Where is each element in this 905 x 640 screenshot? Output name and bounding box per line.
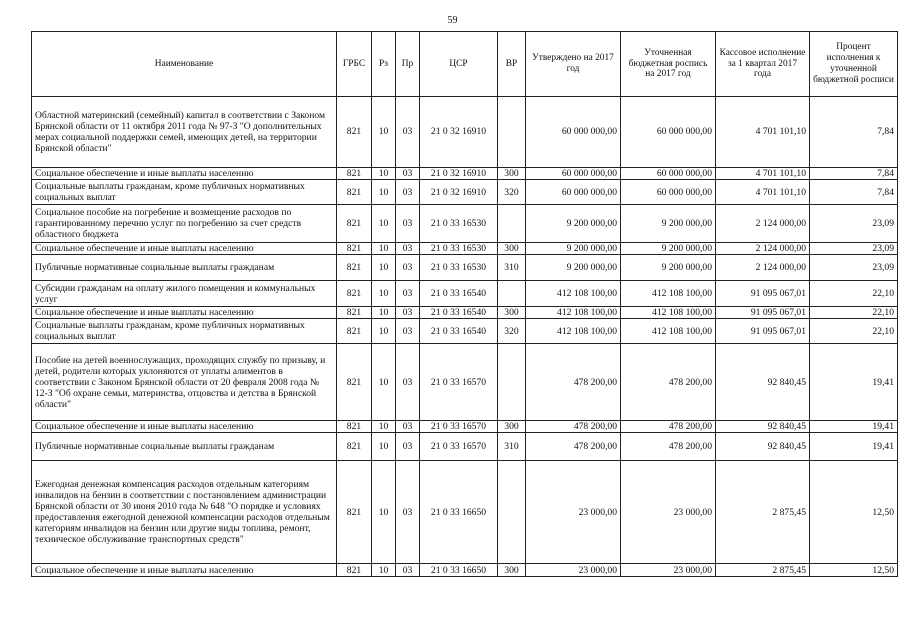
cell-approved: 60 000 000,00 [526, 180, 621, 205]
cell-pr: 03 [396, 319, 420, 344]
cell-grbs: 821 [337, 319, 372, 344]
cell-pr: 03 [396, 344, 420, 421]
cell-pr: 03 [396, 433, 420, 461]
cell-cash: 92 840,45 [716, 344, 810, 421]
cell-refined: 478 200,00 [621, 344, 716, 421]
cell-csr: 21 0 33 16540 [420, 307, 498, 319]
cell-percent: 23,09 [810, 243, 898, 255]
cell-refined: 9 200 000,00 [621, 205, 716, 243]
table-row [32, 433, 898, 461]
table-row [32, 344, 898, 421]
cell-percent: 19,41 [810, 421, 898, 433]
cell-name: Социальные выплаты гражданам, кроме публичных нормативных социальных выплат [32, 319, 337, 344]
cell-refined: 412 108 100,00 [621, 307, 716, 319]
cell-cash: 2 124 000,00 [716, 205, 810, 243]
table-row [32, 421, 898, 433]
cell-refined: 60 000 000,00 [621, 97, 716, 168]
cell-name: Социальные выплаты гражданам, кроме публичных нормативных социальных выплат [32, 180, 337, 205]
cell-refined: 478 200,00 [621, 421, 716, 433]
cell-percent: 12,50 [810, 564, 898, 577]
cell-name: Публичные нормативные социальные выплаты гражданам [32, 255, 337, 281]
cell-grbs: 821 [337, 344, 372, 421]
cell-pr: 03 [396, 281, 420, 307]
cell-refined: 9 200 000,00 [621, 243, 716, 255]
table-row [32, 461, 898, 564]
cell-csr: 21 0 33 16540 [420, 319, 498, 344]
cell-rz: 10 [372, 433, 396, 461]
cell-vr [498, 97, 526, 168]
table-row [32, 243, 898, 255]
table-row [32, 168, 898, 180]
page-number: 59 [447, 15, 458, 26]
cell-pr: 03 [396, 421, 420, 433]
cell-grbs: 821 [337, 205, 372, 243]
cell-cash: 4 701 101,10 [716, 168, 810, 180]
cell-vr [498, 281, 526, 307]
cell-percent: 22,10 [810, 307, 898, 319]
cell-csr: 21 0 33 16570 [420, 344, 498, 421]
cell-vr: 310 [498, 433, 526, 461]
header-approved: Утверждено на 2017 год [526, 32, 621, 97]
cell-vr: 310 [498, 255, 526, 281]
cell-grbs: 821 [337, 180, 372, 205]
cell-approved: 9 200 000,00 [526, 205, 621, 243]
cell-vr: 300 [498, 421, 526, 433]
cell-pr: 03 [396, 255, 420, 281]
table-row [32, 307, 898, 319]
cell-cash: 2 124 000,00 [716, 255, 810, 281]
cell-approved: 23 000,00 [526, 461, 621, 564]
cell-cash: 91 095 067,01 [716, 319, 810, 344]
cell-vr: 320 [498, 319, 526, 344]
cell-rz: 10 [372, 421, 396, 433]
cell-rz: 10 [372, 461, 396, 564]
cell-grbs: 821 [337, 433, 372, 461]
cell-vr [498, 461, 526, 564]
cell-rz: 10 [372, 180, 396, 205]
cell-percent: 7,84 [810, 180, 898, 205]
cell-csr: 21 0 33 16530 [420, 243, 498, 255]
table-row [32, 97, 898, 168]
cell-rz: 10 [372, 319, 396, 344]
cell-rz: 10 [372, 307, 396, 319]
cell-csr: 21 0 33 16540 [420, 281, 498, 307]
cell-percent: 22,10 [810, 319, 898, 344]
cell-rz: 10 [372, 564, 396, 577]
cell-refined: 478 200,00 [621, 433, 716, 461]
cell-name: Субсидии гражданам на оплату жилого помещения и коммунальных услуг [32, 281, 337, 307]
cell-rz: 10 [372, 281, 396, 307]
header-cash: Кассовое исполнение за 1 квартал 2017 года [716, 32, 810, 97]
cell-csr: 21 0 33 16530 [420, 255, 498, 281]
header-name: Наименование [32, 32, 337, 97]
cell-approved: 478 200,00 [526, 344, 621, 421]
header-row [32, 32, 898, 97]
cell-rz: 10 [372, 168, 396, 180]
cell-rz: 10 [372, 205, 396, 243]
cell-grbs: 821 [337, 281, 372, 307]
cell-name: Социальное обеспечение и иные выплаты населению [32, 307, 337, 319]
cell-vr [498, 205, 526, 243]
cell-grbs: 821 [337, 564, 372, 577]
cell-vr [498, 344, 526, 421]
cell-approved: 478 200,00 [526, 433, 621, 461]
cell-pr: 03 [396, 461, 420, 564]
cell-refined: 412 108 100,00 [621, 319, 716, 344]
header-rz: Рз [372, 32, 396, 97]
cell-vr: 300 [498, 307, 526, 319]
cell-percent: 19,41 [810, 344, 898, 421]
cell-pr: 03 [396, 97, 420, 168]
cell-grbs: 821 [337, 168, 372, 180]
table-row [32, 205, 898, 243]
cell-name: Областной материнский (семейный) капитал в соответствии с Законом Брянской области от 11 октября 2011 года № 97-З "О дополнительных мерах социальной поддержки семей, имеющих детей, на территории Брянской области" [32, 97, 337, 168]
cell-approved: 412 108 100,00 [526, 281, 621, 307]
cell-csr: 21 0 32 16910 [420, 97, 498, 168]
header-pr: Пр [396, 32, 420, 97]
cell-csr: 21 0 32 16910 [420, 168, 498, 180]
cell-refined: 60 000 000,00 [621, 180, 716, 205]
header-refined: Уточненная бюджетная роспись на 2017 год [621, 32, 716, 97]
cell-vr: 300 [498, 168, 526, 180]
cell-grbs: 821 [337, 421, 372, 433]
cell-cash: 91 095 067,01 [716, 281, 810, 307]
cell-cash: 2 875,45 [716, 461, 810, 564]
table-row [32, 319, 898, 344]
cell-refined: 23 000,00 [621, 564, 716, 577]
cell-percent: 19,41 [810, 433, 898, 461]
cell-grbs: 821 [337, 461, 372, 564]
cell-csr: 21 0 33 16530 [420, 205, 498, 243]
header-percent: Процент исполнения к уточненной бюджетной росписи [810, 32, 898, 97]
cell-name: Социальное обеспечение и иные выплаты населению [32, 168, 337, 180]
cell-cash: 4 701 101,10 [716, 180, 810, 205]
cell-refined: 9 200 000,00 [621, 255, 716, 281]
cell-percent: 12,50 [810, 461, 898, 564]
cell-vr: 320 [498, 180, 526, 205]
cell-cash: 91 095 067,01 [716, 307, 810, 319]
cell-name: Социальное обеспечение и иные выплаты населению [32, 243, 337, 255]
cell-percent: 22,10 [810, 281, 898, 307]
cell-cash: 92 840,45 [716, 421, 810, 433]
cell-pr: 03 [396, 168, 420, 180]
cell-rz: 10 [372, 97, 396, 168]
cell-rz: 10 [372, 243, 396, 255]
table-row [32, 255, 898, 281]
cell-name: Социальное обеспечение и иные выплаты населению [32, 564, 337, 577]
cell-name: Ежегодная денежная компенсация расходов отдельным категориям инвалидов на бензин в соответствии с постановлением администрации Брянской области от 30 июня 2010 года № 648 "О порядке и условиях предоставления ежегодной денежной компенсации расходов отдельным категориям инвалидов на бензин или другие виды топлива, ремонт, техническое обслуживание транспортных средств" [32, 461, 337, 564]
cell-percent: 7,84 [810, 97, 898, 168]
cell-pr: 03 [396, 243, 420, 255]
cell-cash: 2 875,45 [716, 564, 810, 577]
cell-name: Пособие на детей военнослужащих, проходящих службу по призыву, и детей, родители которых уклоняются от уплаты алиментов в соответствии с Законом Брянской области от 20 февраля 2008 года № 12-З "Об охране семьи, материнства, отцовства и детства в Брянской области" [32, 344, 337, 421]
header-grbs: ГРБС [337, 32, 372, 97]
cell-approved: 412 108 100,00 [526, 319, 621, 344]
cell-percent: 7,84 [810, 168, 898, 180]
cell-approved: 478 200,00 [526, 421, 621, 433]
cell-approved: 9 200 000,00 [526, 255, 621, 281]
cell-vr: 300 [498, 243, 526, 255]
table-row [32, 281, 898, 307]
cell-pr: 03 [396, 180, 420, 205]
cell-csr: 21 0 33 16650 [420, 564, 498, 577]
cell-grbs: 821 [337, 243, 372, 255]
cell-grbs: 821 [337, 255, 372, 281]
cell-pr: 03 [396, 205, 420, 243]
cell-cash: 4 701 101,10 [716, 97, 810, 168]
cell-grbs: 821 [337, 97, 372, 168]
budget-table [31, 31, 898, 577]
cell-approved: 60 000 000,00 [526, 97, 621, 168]
cell-percent: 23,09 [810, 255, 898, 281]
cell-csr: 21 0 33 16570 [420, 421, 498, 433]
cell-pr: 03 [396, 564, 420, 577]
table-row [32, 564, 898, 577]
cell-csr: 21 0 33 16570 [420, 433, 498, 461]
cell-cash: 2 124 000,00 [716, 243, 810, 255]
cell-name: Социальное обеспечение и иные выплаты населению [32, 421, 337, 433]
cell-vr: 300 [498, 564, 526, 577]
cell-refined: 23 000,00 [621, 461, 716, 564]
cell-refined: 60 000 000,00 [621, 168, 716, 180]
cell-csr: 21 0 33 16650 [420, 461, 498, 564]
table-row [32, 180, 898, 205]
cell-name: Социальное пособие на погребение и возмещение расходов по гарантированному перечню услуг по погребению за счет средств областного бюджета [32, 205, 337, 243]
cell-name: Публичные нормативные социальные выплаты гражданам [32, 433, 337, 461]
cell-approved: 412 108 100,00 [526, 307, 621, 319]
cell-csr: 21 0 32 16910 [420, 180, 498, 205]
cell-percent: 23,09 [810, 205, 898, 243]
cell-approved: 23 000,00 [526, 564, 621, 577]
header-csr: ЦСР [420, 32, 498, 97]
cell-cash: 92 840,45 [716, 433, 810, 461]
cell-refined: 412 108 100,00 [621, 281, 716, 307]
cell-approved: 60 000 000,00 [526, 168, 621, 180]
cell-rz: 10 [372, 255, 396, 281]
cell-rz: 10 [372, 344, 396, 421]
header-vr: ВР [498, 32, 526, 97]
cell-grbs: 821 [337, 307, 372, 319]
cell-approved: 9 200 000,00 [526, 243, 621, 255]
cell-pr: 03 [396, 307, 420, 319]
